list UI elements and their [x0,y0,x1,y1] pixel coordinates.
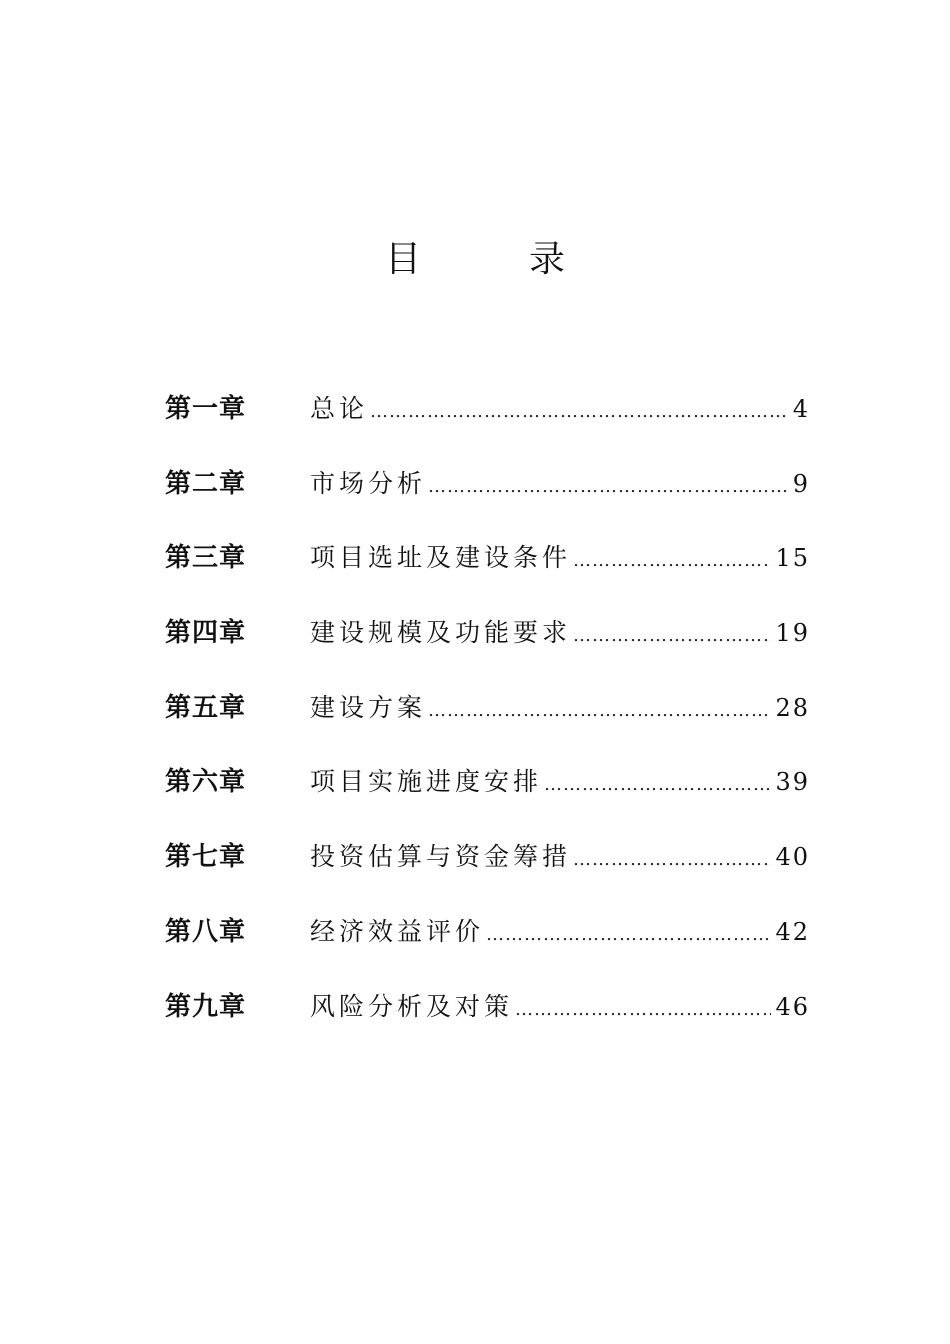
entry-title: 市场分析 [310,468,427,498]
toc-title: 目 录 [384,239,565,280]
page-number: 46 [775,992,810,1021]
dot-leader [573,835,771,885]
page-number: 42 [775,917,810,946]
entry-title: 建设方案 [310,692,427,722]
chapter-label: 第三章 [165,543,247,574]
toc-entry-2[interactable] [165,459,810,534]
chapter-label: 第二章 [165,468,247,499]
dot-leader [370,387,789,437]
dot-leader [573,611,771,661]
page-number: 19 [775,619,810,648]
toc-entry-6[interactable] [165,757,810,832]
toc-entry-4[interactable] [165,608,810,683]
entry-title: 项目实施进度安排 [310,767,543,797]
dot-leader [573,536,771,586]
toc-entry-5[interactable] [165,683,810,758]
toc-entry-8[interactable] [165,907,810,982]
dot-leader [486,910,771,960]
page-number: 28 [775,693,810,722]
chapter-label: 第四章 [165,618,247,649]
entry-title: 项目选址及建设条件 [310,543,572,573]
page-number: 15 [775,544,810,573]
entry-title: 建设规模及功能要求 [310,618,572,648]
toc-entry-7[interactable] [165,832,810,907]
chapter-label: 第六章 [165,767,247,798]
dot-leader [515,985,771,1035]
entry-title: 风险分析及对策 [310,991,514,1021]
toc-entry-9[interactable] [165,982,810,1057]
dot-leader [428,462,789,512]
chapter-label: 第一章 [165,394,247,424]
toc-entry-1[interactable] [165,384,810,459]
chapter-label: 第五章 [165,692,247,723]
chapter-label: 第九章 [165,991,247,1022]
entry-title: 经济效益评价 [310,916,485,946]
entry-title: 总论 [310,394,369,423]
chapter-label: 第八章 [165,916,247,947]
dot-leader [428,686,771,736]
page-number: 40 [775,843,810,872]
dot-leader [544,760,771,810]
page-number: 39 [775,768,810,797]
entry-title: 投资估算与资金筹措 [310,842,572,872]
toc-list [165,384,810,1056]
page-number: 9 [792,469,810,498]
page-number: 4 [792,395,810,423]
chapter-label: 第七章 [165,842,247,873]
toc-entry-3[interactable] [165,533,810,608]
